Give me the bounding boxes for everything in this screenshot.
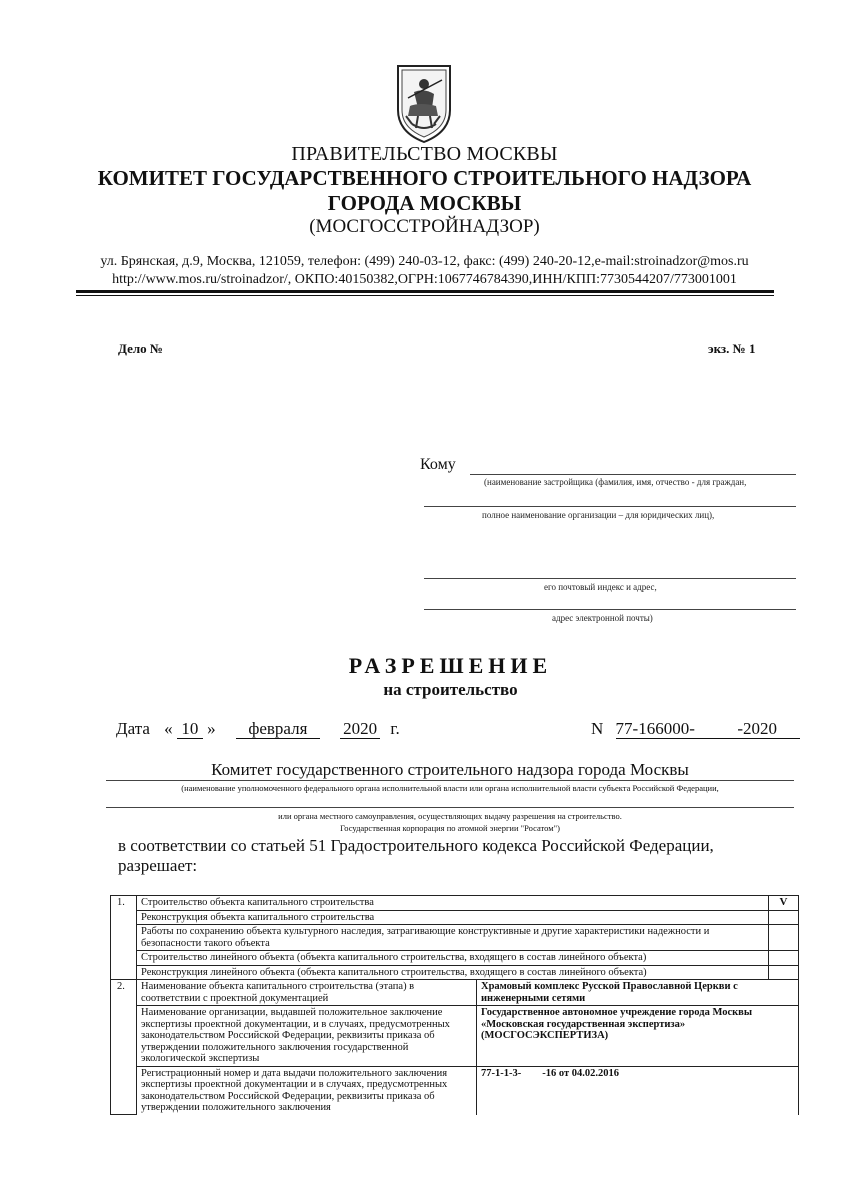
permit-number-value: 77-166000- -2020 [616, 720, 800, 739]
case-number-label: Дело № [118, 341, 163, 356]
committee-name-line-2: ГОРОДА МОСКВЫ [327, 191, 522, 215]
date-row [116, 719, 400, 739]
permit-type-mark [769, 925, 799, 951]
permit-details-table [110, 895, 799, 1115]
permits-text: разрешает: [118, 856, 198, 875]
committee-name-line-1: КОМИТЕТ ГОСУДАРСТВЕННОГО СТРОИТЕЛЬНОГО НАДЗОРА [97, 166, 752, 190]
legal-basis-text: в соответствии со статьей 51 Градостроительного кодекса Российской Федерации, [118, 836, 714, 855]
date-year: 2020 [340, 720, 380, 739]
date-month: февраля [236, 720, 320, 739]
recipient-hint-2: полное наименование организации – для юридических лиц), [482, 510, 715, 520]
recipient-hint-4: адрес электронной почты) [552, 613, 653, 623]
recipient-hint-3: его почтовый индекс и адрес, [544, 582, 657, 592]
authority-underline [106, 780, 794, 781]
authority-hint-3: Государственная корпорация по атомной энергии "Росатом") [340, 823, 560, 833]
table-row [111, 980, 799, 1006]
table-row [111, 1066, 799, 1115]
authority-hint-1: (наименование уполномоченного федерального органа исполнительной власти или органа исполнительной власти субъекта Российской Федерации, [181, 783, 719, 793]
permit-type-option: Строительство объекта капитального строительства [137, 896, 769, 911]
address-line-2: http://www.mos.ru/stroinadzor/, ОКПО:40150382,ОГРН:1067746784390,ИНН/КПП:7730544207/773001001 [112, 272, 737, 287]
government-title: ПРАВИТЕЛЬСТВО МОСКВЫ [291, 143, 558, 165]
table-row [111, 925, 799, 951]
date-close-quote: » [207, 719, 216, 738]
permit-type-option: Работы по сохранению объекта культурного наследия, затрагивающие конструктивные и другие характеристики надежности и безопасности такого объекта [137, 925, 769, 951]
permit-number-label: N [591, 719, 604, 738]
permit-type-option: Реконструкция объекта капитального строительства [137, 910, 769, 925]
expertise-registration-label: Регистрационный номер и дата выдачи положительного заключения экспертизы проектной документации и в случаях, предусмотренных законодательством Российской Федерации, реквизиты приказа об утверждении положительного заключения [137, 1066, 477, 1115]
expertise-org-value: Государственное автономное учреждение города Москвы «Московская государственная экспертиза» (МОСГОСЭКСПЕРТИЗА) [477, 1006, 799, 1067]
date-open-quote: « [164, 719, 173, 738]
date-day: 10 [177, 720, 203, 739]
table-row [111, 910, 799, 925]
recipient-line-2 [424, 506, 796, 507]
table-row [111, 951, 799, 966]
table-row [111, 965, 799, 980]
recipient-line-1 [470, 474, 796, 475]
object-name-value: Храмовый комплекс Русской Православной Церкви с инженерными сетями [477, 980, 799, 1006]
permit-type-mark [769, 910, 799, 925]
permit-type-mark: V [769, 896, 799, 911]
permit-number-row [591, 719, 800, 739]
recipient-line-4 [424, 609, 796, 610]
authority-hint-2: или органа местного самоуправления, осуществляющих выдачу разрешения на строительство. [278, 811, 622, 821]
address-line-1: ул. Брянская, д.9, Москва, 121059, телефон: (499) 240-03-12, факс: (499) 240-20-12,e-mail:stroinadzor@mos.ru [100, 254, 749, 269]
permit-type-mark [769, 965, 799, 980]
issuing-authority-name: Комитет государственного строительного надзора города Москвы [211, 760, 689, 779]
header-divider-thick [76, 290, 774, 293]
authority-underline-2 [106, 807, 794, 808]
document-subtitle: на строительство [383, 680, 518, 699]
moscow-coat-of-arms-icon [384, 58, 464, 144]
permit-type-option: Реконструкция линейного объекта (объекта капитального строительства, входящего в состав линейного объекта) [137, 965, 769, 980]
expertise-registration-value: 77-1-1-3- -16 от 04.02.2016 [477, 1066, 799, 1115]
copy-number-label: экз. № 1 [708, 341, 756, 356]
object-name-label: Наименование объекта капитального строительства (этапа) в соответствии с проектной документацией [137, 980, 477, 1006]
row-number: 1. [111, 896, 137, 980]
table-row [111, 896, 799, 911]
date-label: Дата [116, 719, 150, 738]
recipient-hint-1: (наименование застройщика (фамилия, имя, отчество - для граждан, [484, 477, 747, 487]
permit-type-mark [769, 951, 799, 966]
expertise-org-label: Наименование организации, выдавшей положительное заключение экспертизы проектной документации, и в случаях, предусмотренных законодательством Российской Федерации, реквизиты приказа об утверждении положительного заключения государственной экологической экспертизы [137, 1006, 477, 1067]
header-divider-thin [76, 295, 774, 296]
document-title: РАЗРЕШЕНИЕ [348, 653, 553, 678]
row-number: 2. [111, 980, 137, 1115]
committee-abbreviation: (МОСГОССТРОЙНАДЗОР) [309, 216, 540, 237]
date-year-suffix: г. [390, 719, 400, 738]
table-row [111, 1006, 799, 1067]
permit-type-option: Строительство линейного объекта (объекта капитального строительства, входящего в состав линейного объекта) [137, 951, 769, 966]
recipient-line-3 [424, 578, 796, 579]
recipient-label: Кому [420, 456, 456, 473]
